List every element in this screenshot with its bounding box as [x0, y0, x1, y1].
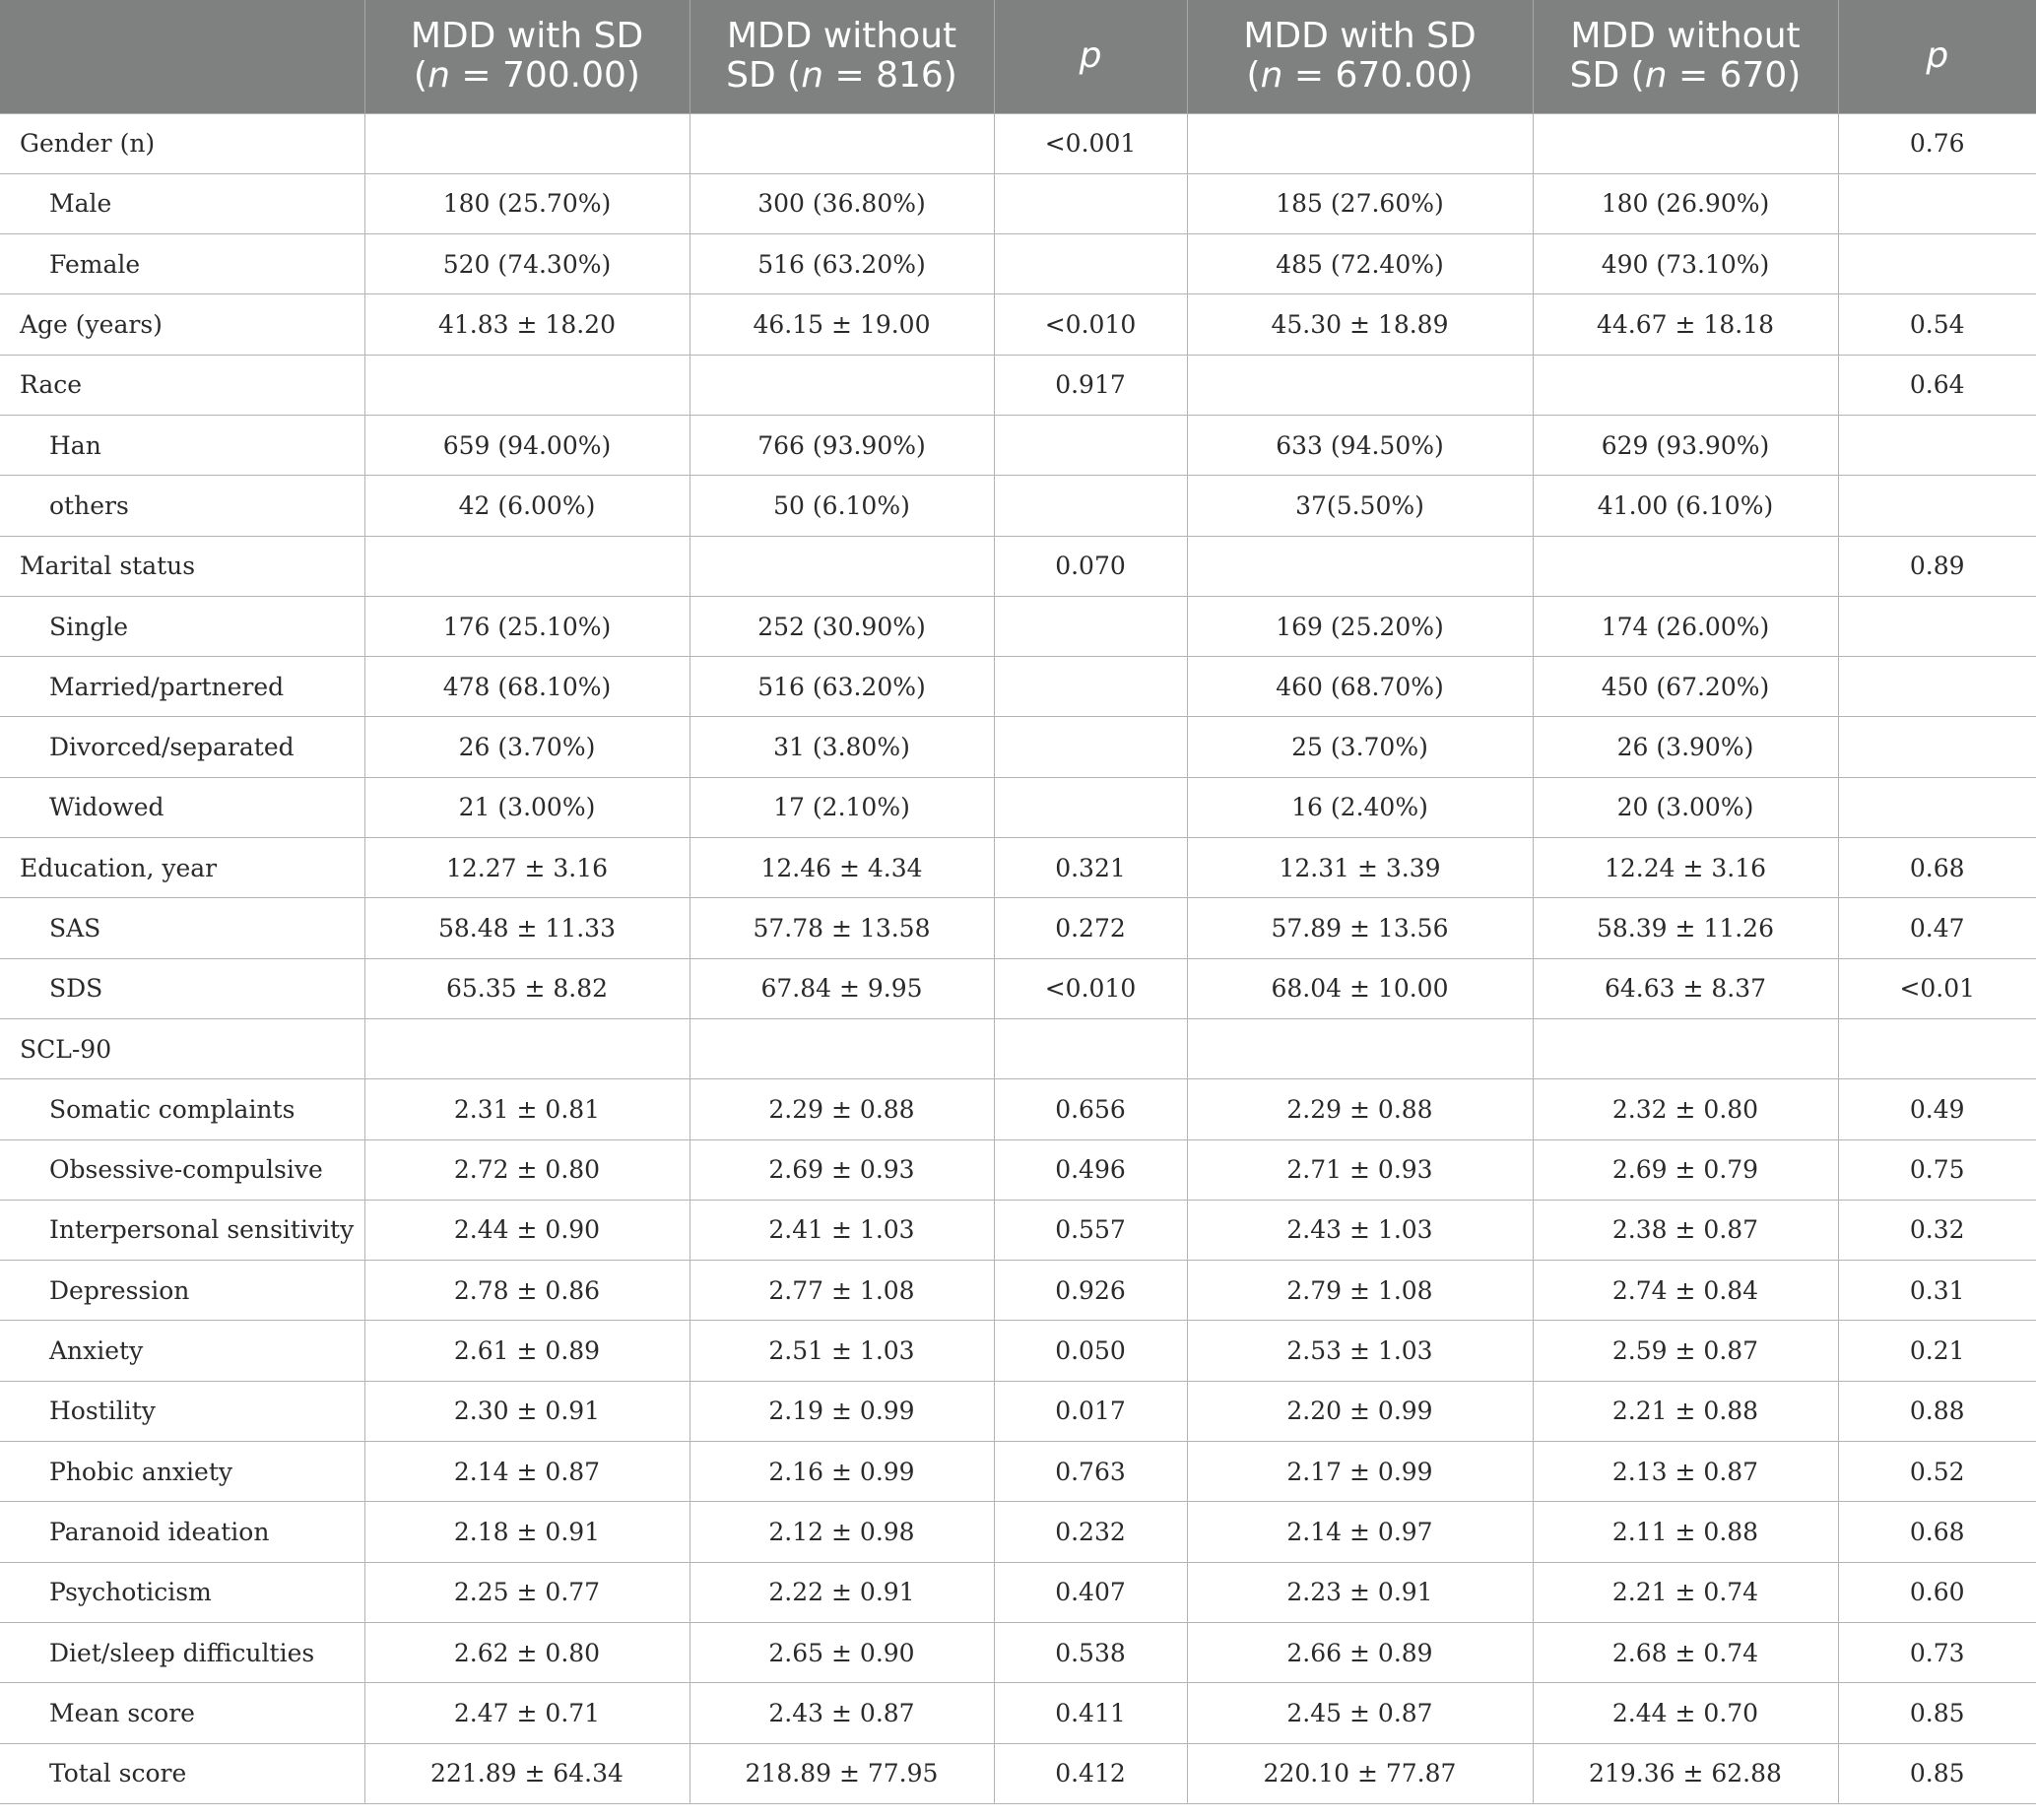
table-cell: 2.72 ± 0.80	[364, 1139, 690, 1200]
table-cell	[994, 717, 1187, 777]
table-cell	[690, 1018, 994, 1078]
table-cell	[1838, 415, 2036, 475]
table-cell: 300 (36.80%)	[690, 173, 994, 233]
table-cell: 45.30 ± 18.89	[1187, 294, 1533, 355]
table-cell	[1187, 1018, 1533, 1078]
table-cell	[1187, 355, 1533, 415]
table-row	[0, 1562, 2036, 1622]
table-cell: 2.30 ± 0.91	[364, 1381, 690, 1441]
table-cell: 0.85	[1838, 1743, 2036, 1803]
table-cell: 0.73	[1838, 1622, 2036, 1682]
table-cell	[1533, 536, 1838, 596]
table-cell: 2.79 ± 1.08	[1187, 1261, 1533, 1321]
table-cell: 2.43 ± 1.03	[1187, 1200, 1533, 1260]
row-label: Total score	[0, 1743, 364, 1803]
row-label: SDS	[0, 958, 364, 1018]
table-cell: 0.070	[994, 536, 1187, 596]
row-label: Divorced/separated	[0, 717, 364, 777]
table-cell	[364, 1018, 690, 1078]
row-label: Race	[0, 355, 364, 415]
table-cell	[1838, 717, 2036, 777]
table-cell: 58.48 ± 11.33	[364, 898, 690, 958]
table-cell: 0.68	[1838, 838, 2036, 898]
table-row	[0, 657, 2036, 717]
table-cell: 50 (6.10%)	[690, 476, 994, 536]
table-cell	[1187, 536, 1533, 596]
table-cell: 0.538	[994, 1622, 1187, 1682]
row-label: others	[0, 476, 364, 536]
table-row	[0, 1683, 2036, 1743]
table-cell: 2.25 ± 0.77	[364, 1562, 690, 1622]
row-label: Psychoticism	[0, 1562, 364, 1622]
table-header	[0, 0, 2036, 113]
table-cell: 2.29 ± 0.88	[690, 1079, 994, 1139]
table-cell: 2.38 ± 0.87	[1533, 1200, 1838, 1260]
table-cell	[364, 113, 690, 173]
table-row	[0, 1200, 2036, 1260]
table-cell: 68.04 ± 10.00	[1187, 958, 1533, 1018]
table-cell: 220.10 ± 77.87	[1187, 1743, 1533, 1803]
row-label: SCL-90	[0, 1018, 364, 1078]
table-cell	[1533, 1018, 1838, 1078]
header-mdd-without-sd-2: MDD without SD (n = 670)	[1533, 0, 1838, 113]
table-cell: 65.35 ± 8.82	[364, 958, 690, 1018]
row-label: Male	[0, 173, 364, 233]
table-cell: 0.75	[1838, 1139, 2036, 1200]
table-cell: 2.43 ± 0.87	[690, 1683, 994, 1743]
row-label: Anxiety	[0, 1321, 364, 1381]
table-cell: 16 (2.40%)	[1187, 777, 1533, 837]
header-row	[0, 0, 2036, 113]
table-cell	[1838, 234, 2036, 294]
table-cell	[994, 596, 1187, 656]
table-cell: <0.001	[994, 113, 1187, 173]
table-cell: 12.24 ± 3.16	[1533, 838, 1838, 898]
row-label: Gender (n)	[0, 113, 364, 173]
table-cell: 26 (3.90%)	[1533, 717, 1838, 777]
table-cell: 633 (94.50%)	[1187, 415, 1533, 475]
table-cell: 0.656	[994, 1079, 1187, 1139]
table-row	[0, 536, 2036, 596]
table-cell	[994, 234, 1187, 294]
row-label: Paranoid ideation	[0, 1502, 364, 1562]
table-cell: 2.68 ± 0.74	[1533, 1622, 1838, 1682]
table-cell: 180 (25.70%)	[364, 173, 690, 233]
table-cell	[994, 657, 1187, 717]
table-row	[0, 1018, 2036, 1078]
table-cell: 2.69 ± 0.93	[690, 1139, 994, 1200]
table-cell: <0.01	[1838, 958, 2036, 1018]
table-cell: 0.21	[1838, 1321, 2036, 1381]
table-cell: 2.53 ± 1.03	[1187, 1321, 1533, 1381]
table-cell: 0.272	[994, 898, 1187, 958]
table-cell: 0.496	[994, 1139, 1187, 1200]
table-cell: 2.12 ± 0.98	[690, 1502, 994, 1562]
table-cell: 26 (3.70%)	[364, 717, 690, 777]
table-row	[0, 596, 2036, 656]
table-cell: 67.84 ± 9.95	[690, 958, 994, 1018]
table-row	[0, 1622, 2036, 1682]
table-cell	[1533, 355, 1838, 415]
row-label: Age (years)	[0, 294, 364, 355]
row-label: Widowed	[0, 777, 364, 837]
table-cell: 46.15 ± 19.00	[690, 294, 994, 355]
table-cell: 0.557	[994, 1200, 1187, 1260]
table-cell: 2.31 ± 0.81	[364, 1079, 690, 1139]
table-cell: 41.83 ± 18.20	[364, 294, 690, 355]
table-cell: 37(5.50%)	[1187, 476, 1533, 536]
table-cell: 42 (6.00%)	[364, 476, 690, 536]
table-cell: 2.11 ± 0.88	[1533, 1502, 1838, 1562]
table-cell	[994, 173, 1187, 233]
table-cell: 490 (73.10%)	[1533, 234, 1838, 294]
table-cell: 12.31 ± 3.39	[1187, 838, 1533, 898]
table-cell: 2.74 ± 0.84	[1533, 1261, 1838, 1321]
table-cell: 17 (2.10%)	[690, 777, 994, 837]
table-cell: 2.65 ± 0.90	[690, 1622, 994, 1682]
row-label: Somatic complaints	[0, 1079, 364, 1139]
table-cell: 0.68	[1838, 1502, 2036, 1562]
table-cell: 221.89 ± 64.34	[364, 1743, 690, 1803]
table-cell: 0.232	[994, 1502, 1187, 1562]
table-row	[0, 113, 2036, 173]
table-row	[0, 717, 2036, 777]
table-cell: 520 (74.30%)	[364, 234, 690, 294]
row-label: Interpersonal sensitivity	[0, 1200, 364, 1260]
table-cell	[1533, 113, 1838, 173]
header-p-2: p	[1838, 0, 2036, 113]
table-row	[0, 415, 2036, 475]
table-cell	[690, 355, 994, 415]
table-cell: 31 (3.80%)	[690, 717, 994, 777]
table-cell: 2.14 ± 0.87	[364, 1442, 690, 1502]
table-cell: 0.88	[1838, 1381, 2036, 1441]
table-cell: 2.23 ± 0.91	[1187, 1562, 1533, 1622]
table-cell: 0.926	[994, 1261, 1187, 1321]
table-cell: 2.16 ± 0.99	[690, 1442, 994, 1502]
table-row	[0, 1743, 2036, 1803]
table-cell: 766 (93.90%)	[690, 415, 994, 475]
row-label: Depression	[0, 1261, 364, 1321]
table-cell: 0.54	[1838, 294, 2036, 355]
table-cell	[1187, 113, 1533, 173]
table-cell: 2.59 ± 0.87	[1533, 1321, 1838, 1381]
table-cell: 2.71 ± 0.93	[1187, 1139, 1533, 1200]
table-cell: 0.89	[1838, 536, 2036, 596]
table-cell	[1838, 596, 2036, 656]
table-cell: 0.49	[1838, 1079, 2036, 1139]
table-row	[0, 355, 2036, 415]
table-cell	[994, 415, 1187, 475]
table-cell: 0.60	[1838, 1562, 2036, 1622]
table-cell: 485 (72.40%)	[1187, 234, 1533, 294]
row-label: Education, year	[0, 838, 364, 898]
table-cell: 57.89 ± 13.56	[1187, 898, 1533, 958]
table-cell: 478 (68.10%)	[364, 657, 690, 717]
table-cell: 2.21 ± 0.88	[1533, 1381, 1838, 1441]
table-cell	[1838, 476, 2036, 536]
table-cell: 2.78 ± 0.86	[364, 1261, 690, 1321]
table-cell	[690, 536, 994, 596]
header-p-1: p	[994, 0, 1187, 113]
table-cell: 0.050	[994, 1321, 1187, 1381]
table-cell: 2.44 ± 0.90	[364, 1200, 690, 1260]
table-cell	[994, 476, 1187, 536]
table-cell: 2.69 ± 0.79	[1533, 1139, 1838, 1200]
table-cell: 2.20 ± 0.99	[1187, 1381, 1533, 1441]
table-cell: 2.19 ± 0.99	[690, 1381, 994, 1441]
table-cell: 169 (25.20%)	[1187, 596, 1533, 656]
header-mdd-with-sd-2: MDD with SD (n = 670.00)	[1187, 0, 1533, 113]
table-cell: 0.32	[1838, 1200, 2036, 1260]
table-row	[0, 777, 2036, 837]
table-cell	[1838, 777, 2036, 837]
table-cell: 12.27 ± 3.16	[364, 838, 690, 898]
table-cell: 0.321	[994, 838, 1187, 898]
row-label: Marital status	[0, 536, 364, 596]
table-cell: 25 (3.70%)	[1187, 717, 1533, 777]
table-cell: 2.44 ± 0.70	[1533, 1683, 1838, 1743]
row-label: SAS	[0, 898, 364, 958]
header-mdd-with-sd-1: MDD with SD (n = 700.00)	[364, 0, 690, 113]
table-cell: 0.017	[994, 1381, 1187, 1441]
table-row	[0, 1321, 2036, 1381]
table-cell: 219.36 ± 62.88	[1533, 1743, 1838, 1803]
table-cell: 2.32 ± 0.80	[1533, 1079, 1838, 1139]
table-cell: 0.411	[994, 1683, 1187, 1743]
table-cell	[1838, 657, 2036, 717]
table-cell: 0.917	[994, 355, 1187, 415]
table-cell: 659 (94.00%)	[364, 415, 690, 475]
table-cell: 516 (63.20%)	[690, 657, 994, 717]
table-cell: 0.85	[1838, 1683, 2036, 1743]
row-label: Obsessive-compulsive	[0, 1139, 364, 1200]
table-cell: 218.89 ± 77.95	[690, 1743, 994, 1803]
table-cell: 2.61 ± 0.89	[364, 1321, 690, 1381]
table-cell: 174 (26.00%)	[1533, 596, 1838, 656]
table-cell: 2.51 ± 1.03	[690, 1321, 994, 1381]
table-cell: 64.63 ± 8.37	[1533, 958, 1838, 1018]
table-cell: 2.29 ± 0.88	[1187, 1079, 1533, 1139]
table-cell	[1838, 1018, 2036, 1078]
header-corner	[0, 0, 364, 113]
table-cell	[364, 355, 690, 415]
table-cell: 2.17 ± 0.99	[1187, 1442, 1533, 1502]
table-cell: 2.77 ± 1.08	[690, 1261, 994, 1321]
table-cell	[690, 113, 994, 173]
row-label: Han	[0, 415, 364, 475]
table-cell: 57.78 ± 13.58	[690, 898, 994, 958]
row-label: Diet/sleep difficulties	[0, 1622, 364, 1682]
row-label: Married/partnered	[0, 657, 364, 717]
row-label: Phobic anxiety	[0, 1442, 364, 1502]
table-cell: 2.21 ± 0.74	[1533, 1562, 1838, 1622]
table-cell: 2.45 ± 0.87	[1187, 1683, 1533, 1743]
row-label: Female	[0, 234, 364, 294]
table-body	[0, 113, 2036, 1803]
table-cell: 629 (93.90%)	[1533, 415, 1838, 475]
table-cell	[1838, 173, 2036, 233]
table-cell: 176 (25.10%)	[364, 596, 690, 656]
table-row	[0, 838, 2036, 898]
table-cell: 0.47	[1838, 898, 2036, 958]
table-row	[0, 294, 2036, 355]
table-cell: 460 (68.70%)	[1187, 657, 1533, 717]
table-cell: 450 (67.20%)	[1533, 657, 1838, 717]
row-label: Mean score	[0, 1683, 364, 1743]
table-row	[0, 958, 2036, 1018]
table-cell	[364, 536, 690, 596]
table-cell: <0.010	[994, 958, 1187, 1018]
table-cell: 21 (3.00%)	[364, 777, 690, 837]
table-cell: 0.763	[994, 1442, 1187, 1502]
table-cell: 2.41 ± 1.03	[690, 1200, 994, 1260]
table-cell: 58.39 ± 11.26	[1533, 898, 1838, 958]
row-label: Hostility	[0, 1381, 364, 1441]
table-cell	[994, 1018, 1187, 1078]
table-cell: 516 (63.20%)	[690, 234, 994, 294]
row-label: Single	[0, 596, 364, 656]
table-row	[0, 1381, 2036, 1441]
table-cell: 0.52	[1838, 1442, 2036, 1502]
table-cell: 2.13 ± 0.87	[1533, 1442, 1838, 1502]
table-cell: 0.412	[994, 1743, 1187, 1803]
table-row	[0, 1442, 2036, 1502]
table-row	[0, 173, 2036, 233]
header-mdd-without-sd-1: MDD without SD (n = 816)	[690, 0, 994, 113]
table-row	[0, 1139, 2036, 1200]
table-cell: 180 (26.90%)	[1533, 173, 1838, 233]
table-cell: 0.407	[994, 1562, 1187, 1622]
table-cell: 2.62 ± 0.80	[364, 1622, 690, 1682]
table-cell: 185 (27.60%)	[1187, 173, 1533, 233]
table-cell: 2.22 ± 0.91	[690, 1562, 994, 1622]
table-cell: 12.46 ± 4.34	[690, 838, 994, 898]
table-cell: 2.66 ± 0.89	[1187, 1622, 1533, 1682]
table-cell: 2.14 ± 0.97	[1187, 1502, 1533, 1562]
table-cell: 252 (30.90%)	[690, 596, 994, 656]
table-cell	[994, 777, 1187, 837]
table-row	[0, 476, 2036, 536]
table-row	[0, 1502, 2036, 1562]
table-cell: 2.47 ± 0.71	[364, 1683, 690, 1743]
table-cell: 0.64	[1838, 355, 2036, 415]
table-cell: 20 (3.00%)	[1533, 777, 1838, 837]
table-cell: 41.00 (6.10%)	[1533, 476, 1838, 536]
table-cell: 0.76	[1838, 113, 2036, 173]
table-row	[0, 234, 2036, 294]
table-cell: 2.18 ± 0.91	[364, 1502, 690, 1562]
table-cell: 0.31	[1838, 1261, 2036, 1321]
table-cell: <0.010	[994, 294, 1187, 355]
table-cell: 44.67 ± 18.18	[1533, 294, 1838, 355]
table-row	[0, 1079, 2036, 1139]
table-row	[0, 1261, 2036, 1321]
table-row	[0, 898, 2036, 958]
